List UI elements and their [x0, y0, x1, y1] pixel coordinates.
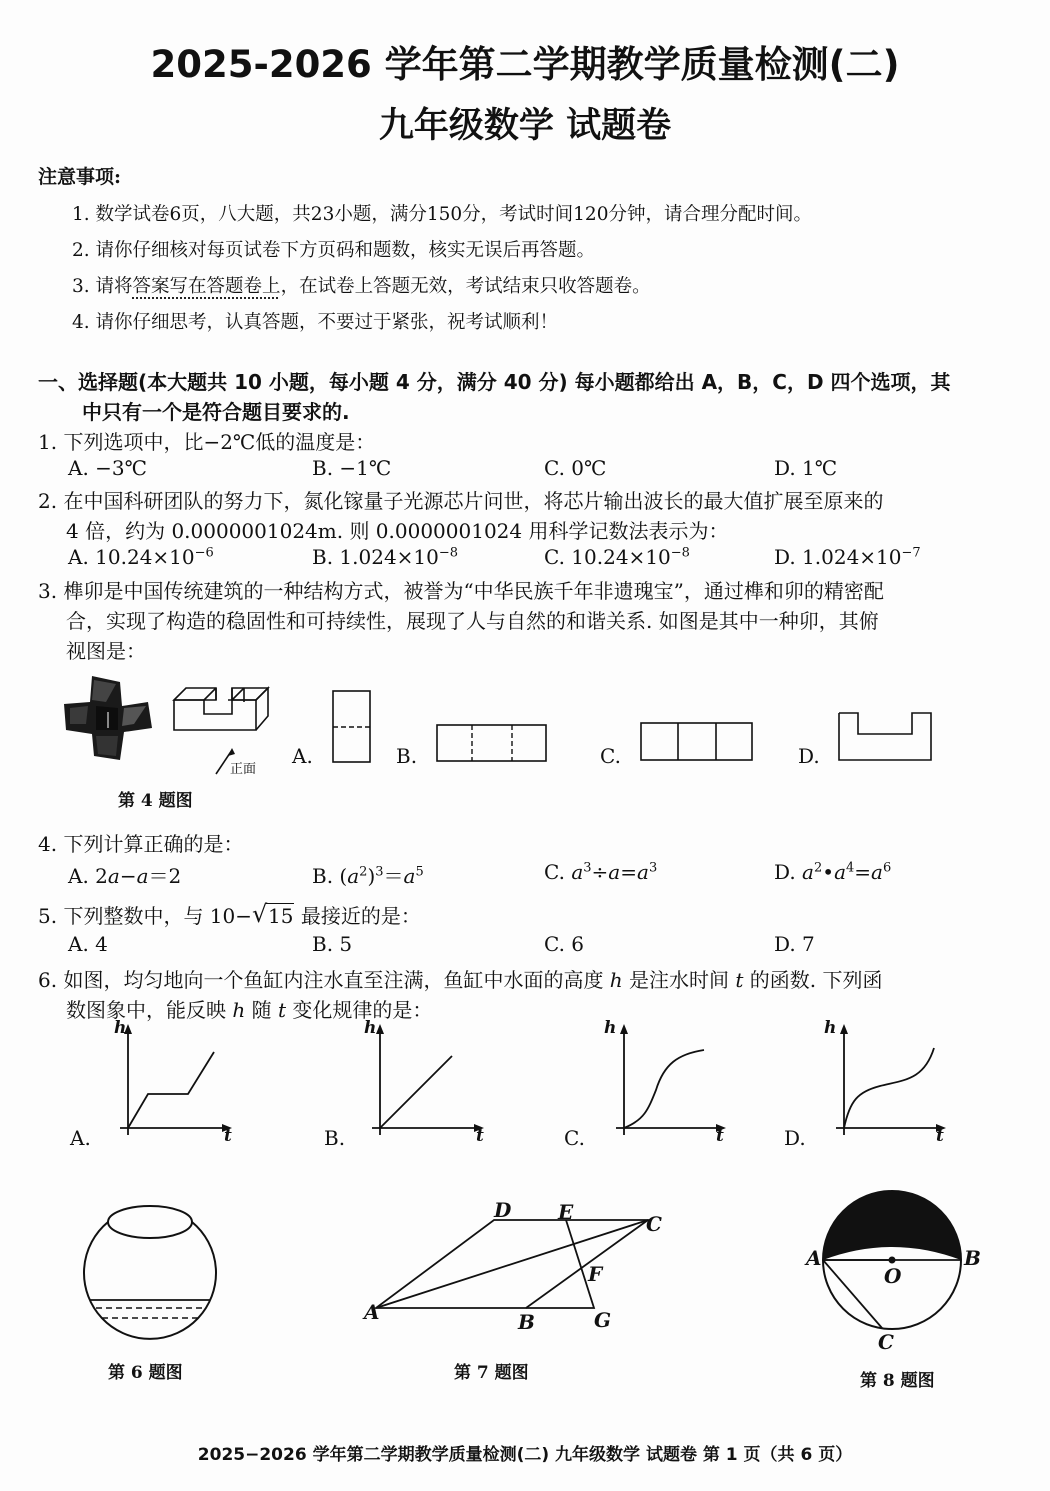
section-heading-line1: 一、选择题(本大题共 10 小题，每小题 4 分，满分 40 分) 每小题都给出 A，B，C，D 四个选项，其: [38, 370, 951, 394]
q6-graph-c-axis-h: h: [604, 1018, 617, 1038]
q3-option-d-view: [838, 712, 934, 762]
q6-graph-c: [604, 1020, 734, 1150]
notice-item-2: 2. 请你仔细核对每页试卷下方页码和题数，核实无误后再答题。: [72, 240, 596, 261]
q5-stem: 5. 下列整数中，与 10− √ 15 最接近的是：: [38, 900, 421, 928]
q6-graph-b-axis-h: h: [364, 1018, 377, 1038]
fish-bowl-figure: [80, 1200, 220, 1350]
q2-stem-line2: 4 倍，约为 0.0000001024m. 则 0.0000001024 用科学记数法表示为：: [66, 519, 729, 543]
notice-heading: 注意事项:: [38, 166, 122, 188]
q3-option-a-label: A.: [292, 744, 313, 768]
q6-graph-d: [824, 1020, 954, 1150]
q6-graph-b-axis-t: t: [476, 1126, 484, 1146]
q6-graph-a-axis-h: h: [114, 1018, 127, 1038]
q6-option-b-label: B.: [324, 1126, 346, 1150]
q6-stem-line2: 数图象中，能反映 h 随 t 变化规律的是：: [66, 998, 433, 1022]
q3-stem-line2: 合，实现了构造的稳固性和可持续性，展现了人与自然的和谐关系. 如图是其中一种卯，其俯: [66, 609, 879, 633]
fig7-point-d: D: [494, 1198, 512, 1222]
q5-option-b: B. 5: [312, 932, 353, 956]
q6-graph-a-axis-t: t: [224, 1126, 232, 1146]
notice-item-3: 3. 请将答案写在答题卷上，在试卷上答题无效，考试结束只收答题卷。: [72, 276, 651, 297]
q1-option-a: A. −3℃: [68, 456, 148, 480]
fig6-caption: 第 6 题图: [108, 1363, 183, 1383]
q6-graph-d-axis-t: t: [936, 1126, 944, 1146]
q2-option-c: C. $10.24\times 10^{-8}$: [544, 545, 690, 569]
q4-option-b: B. $(a^2)^3=a^5$: [312, 864, 424, 888]
q3-option-d-label: D.: [798, 744, 820, 768]
fig8-point-c: C: [878, 1330, 894, 1354]
fig8-point-a: A: [806, 1246, 822, 1270]
q1-option-b: B. −1℃: [312, 456, 392, 480]
q3-stem-line3: 视图是：: [66, 639, 146, 663]
page-subtitle: 九年级数学 试题卷: [378, 106, 672, 146]
q4-option-d: D. $a^2•a^4=a^6$: [774, 860, 892, 884]
q6-option-a-label: A.: [70, 1126, 91, 1150]
q1-stem: 1. 下列选项中，比−2℃低的温度是：: [38, 430, 376, 454]
q4-option-c: C. $a^3\div a=a^3$: [544, 860, 658, 884]
q6-graph-d-axis-h: h: [824, 1018, 837, 1038]
q6-stem-line1: 6. 如图，均匀地向一个鱼缸内注水直至注满，鱼缸中水面的高度 h 是注水时间 t 的函数. 下列函: [38, 968, 883, 992]
fig7-point-c: C: [646, 1212, 662, 1236]
q5-option-d: D. 7: [774, 932, 815, 956]
notice-item-1: 1. 数学试卷6页，八大题，共23小题，满分150分，考试时间120分钟，请合理分配时间。: [72, 204, 812, 225]
q6-option-d-label: D.: [784, 1126, 806, 1150]
q2-option-b: B. $1.024\times 10^{-8}$: [312, 545, 459, 569]
front-label: 正面: [230, 762, 257, 777]
q1-option-c: C. 0℃: [544, 456, 607, 480]
mortise-photo: [62, 672, 154, 764]
fig7-point-e: E: [558, 1200, 574, 1224]
fig7-point-f: F: [588, 1262, 603, 1286]
q1-option-d: D. 1℃: [774, 456, 838, 480]
mortise-3d-view: [172, 686, 272, 776]
q3-stem-line1: 3. 榫卯是中国传统建筑的一种结构方式，被誉为“中华民族千年非遗瑰宝”，通过榫和卯的精密配: [38, 579, 884, 603]
q2-option-a: A. $10.24\times 10^{-6}$: [68, 545, 214, 569]
notice-item-4: 4. 请你仔细思考，认真答题，不要过于紧张，祝考试顺利！: [72, 312, 559, 333]
q2-option-d: D. $1.024\times 10^{-7}$: [774, 545, 921, 569]
q6-graph-c-axis-t: t: [716, 1126, 724, 1146]
q5-option-a: A. 4: [68, 932, 108, 956]
q3-option-c-view: [640, 722, 754, 762]
fig8-point-b: B: [964, 1246, 981, 1270]
page-title: 2025-2026 学年第二学期教学质量检测(二): [150, 43, 900, 86]
q6-graph-b: [362, 1020, 492, 1150]
page-footer: 2025−2026 学年第二学期教学质量检测(二) 九年级数学 试题卷 第 1 页（共 6 页）: [197, 1445, 853, 1465]
q3-option-b-label: B.: [396, 744, 418, 768]
fig7-point-b: B: [518, 1310, 535, 1334]
fig8-point-o: O: [884, 1264, 902, 1288]
q6-option-c-label: C.: [564, 1126, 585, 1150]
fig7-caption: 第 7 题图: [454, 1363, 529, 1383]
q4-option-a: A. 2a−a＝2: [68, 864, 182, 888]
q4-stem: 4. 下列计算正确的是：: [38, 832, 244, 856]
fig7-point-g: G: [594, 1308, 612, 1332]
fig7-point-a: A: [364, 1300, 380, 1324]
q3-figure-caption: 第 4 题图: [118, 791, 193, 811]
section-heading-line2: 中只有一个是符合题目要求的.: [82, 400, 350, 424]
q3-option-a-view: [332, 690, 372, 764]
q3-option-b-view: [436, 724, 548, 764]
q5-option-c: C. 6: [544, 932, 585, 956]
q2-stem-line1: 2. 在中国科研团队的努力下，氮化镓量子光源芯片问世，将芯片输出波长的最大值扩展至原来的: [38, 489, 884, 513]
fig8-caption: 第 8 题图: [860, 1371, 935, 1391]
q6-graph-a: [110, 1020, 240, 1150]
q3-option-c-label: C.: [600, 744, 621, 768]
